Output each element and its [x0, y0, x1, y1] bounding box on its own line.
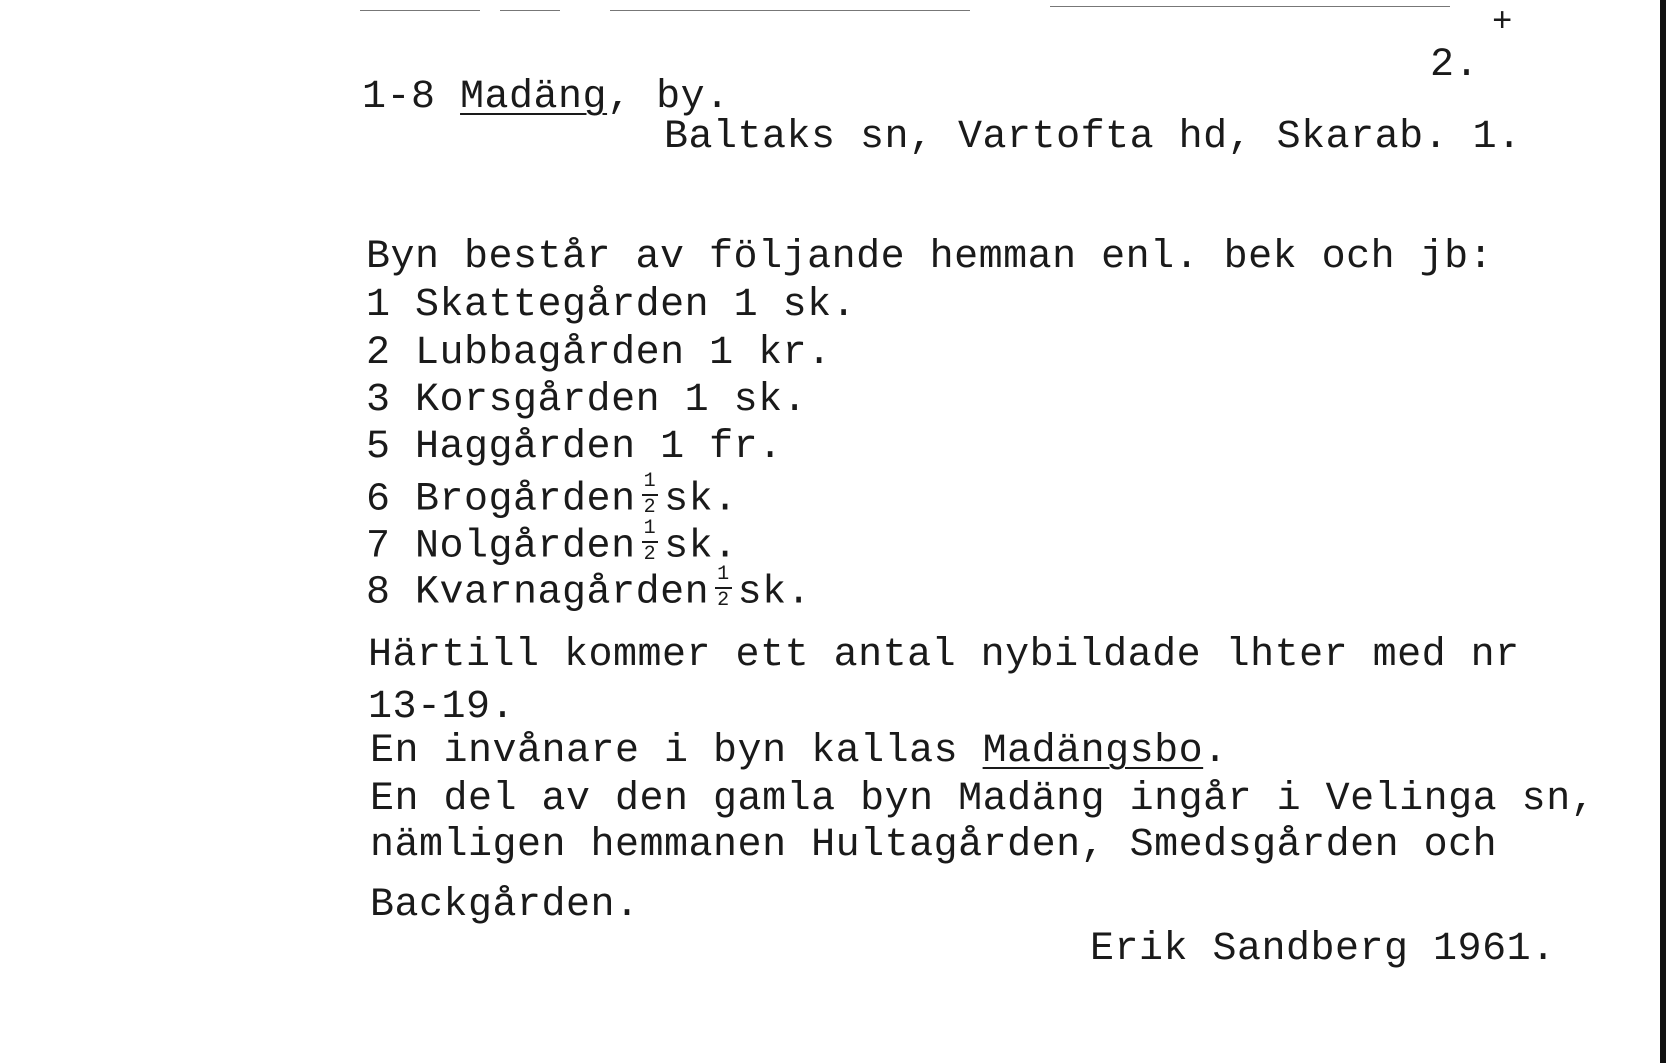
fraction-denominator: 2	[643, 543, 657, 566]
farm-name: Lubbagården	[415, 331, 685, 376]
farm-kind: sk.	[664, 524, 738, 570]
farm-row	[366, 425, 783, 470]
paragraph-line: 13-19.	[368, 685, 516, 730]
farm-name: Skattegården	[415, 283, 710, 328]
location-line: Baltaks sn, Vartofta hd, Skarab. 1.	[664, 115, 1522, 160]
fraction-denominator: 2	[717, 589, 730, 612]
farm-share: 1	[733, 283, 759, 328]
farm-number: 7	[366, 524, 391, 570]
farm-row	[366, 563, 812, 616]
heading-code: 1-8	[362, 75, 436, 120]
farm-number: 5	[366, 425, 391, 470]
farm-row	[366, 378, 808, 423]
farm-name: Haggården	[415, 425, 636, 470]
farm-name: Nolgården	[415, 524, 636, 570]
farm-kind: sk.	[737, 570, 812, 616]
farm-name: Korsgården	[415, 378, 661, 423]
farm-kind: sk.	[733, 378, 808, 423]
scan-mark	[610, 10, 970, 11]
intro-line: Byn består av följande hemman enl. bek och jb:	[366, 235, 1494, 280]
paragraph-line: Backgården.	[370, 883, 640, 928]
corner-mark: +	[1492, 4, 1513, 42]
farm-share-fraction	[642, 519, 659, 565]
farm-row	[366, 331, 832, 376]
fraction-numerator: 1	[642, 472, 659, 496]
farm-name: Kvarnagården	[415, 570, 710, 616]
signature: Erik Sandberg 1961.	[1090, 927, 1556, 972]
farm-row	[366, 517, 738, 570]
card-edge	[1660, 0, 1666, 1063]
para2-end: .	[1203, 729, 1228, 774]
farm-number: 8	[366, 570, 391, 616]
fraction-denominator: 2	[643, 496, 657, 519]
farm-share: 1	[684, 378, 710, 423]
farm-number: 6	[366, 477, 391, 523]
farm-kind: sk.	[782, 283, 857, 328]
paragraph-line: nämligen hemmanen Hultagården, Smedsgården och	[370, 823, 1498, 868]
farm-share-fraction	[642, 472, 659, 518]
farm-number: 2	[366, 331, 391, 376]
paragraph-line: En del av den gamla byn Madäng ingår i Velinga sn,	[370, 777, 1596, 822]
farm-row	[366, 283, 857, 328]
heading	[362, 75, 730, 120]
scan-mark	[1050, 6, 1450, 7]
farm-share-fraction	[715, 565, 732, 611]
farm-kind: fr.	[709, 425, 783, 470]
paragraph-line: Härtill kommer ett antal nybildade lhter med nr	[368, 633, 1520, 678]
farm-name: Brogården	[415, 477, 636, 523]
fraction-numerator: 1	[715, 565, 732, 589]
heading-place: Madäng	[460, 75, 608, 120]
farm-number: 3	[366, 378, 391, 423]
scan-mark	[360, 10, 480, 11]
para2-text: En invånare i byn kallas	[370, 729, 983, 774]
inhabitant-name: Madängsbo	[982, 729, 1204, 774]
farm-share: 1	[709, 331, 734, 376]
farm-kind: kr.	[758, 331, 832, 376]
farm-row	[366, 470, 738, 523]
farm-kind: sk.	[664, 477, 738, 523]
farm-share: 1	[660, 425, 685, 470]
farm-number: 1	[366, 283, 391, 328]
page-number: 2.	[1430, 43, 1480, 88]
scan-mark	[500, 10, 560, 11]
paragraph-line	[370, 729, 1228, 774]
fraction-numerator: 1	[642, 519, 659, 543]
heading-rest: , by.	[607, 75, 730, 120]
